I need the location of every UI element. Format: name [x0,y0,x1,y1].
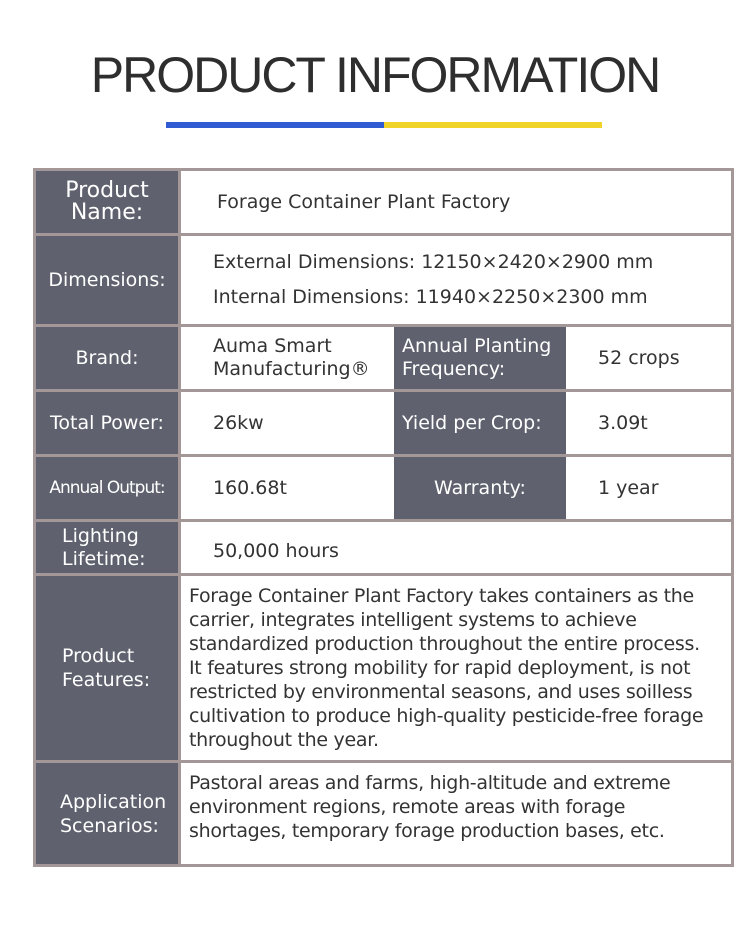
brand-value-line2: Manufacturing® [213,358,370,380]
product-features-line: standardized production throughout the entire process. [189,633,700,655]
yield-per-crop-label [394,392,566,454]
product-name-value-cell [181,171,731,233]
lighting-lifetime-label-line2: Lifetime: [62,547,146,570]
annual-output-label-text: Annual Output: [49,478,165,498]
page-title: PRODUCT INFORMATION [90,47,660,103]
product-features-line: restricted by environmental seasons, and uses soilless [189,681,693,703]
total-power-label-text: Total Power: [50,412,164,434]
product-name-label-line1: Product [65,178,149,203]
total-power-value: 26kw [213,412,264,434]
annual-planting-frequency-label-line1: Annual Planting [402,335,552,357]
dimensions-label [36,236,178,324]
annual-planting-frequency-value-cell [566,327,731,389]
product-features-line: throughout the year. [189,729,379,751]
warranty-value: 1 year [598,477,659,499]
product-features-line: cultivation to produce high-quality pesticide-free forage [189,705,704,727]
warranty-label-text: Warranty: [434,477,526,499]
title-underline-blue [166,122,384,128]
application-scenarios-label [36,763,178,864]
lighting-lifetime-value-cell [181,522,731,573]
product-info-table [33,168,734,867]
yield-per-crop-value-cell [566,392,731,454]
product-features-value-cell [181,576,731,760]
product-name-label [36,171,178,233]
product-features-label [36,576,178,760]
application-scenarios-line: environment regions, remote areas with forage [189,796,626,818]
annual-planting-frequency-label [394,327,566,389]
product-name-value: Forage Container Plant Factory [217,191,511,213]
annual-output-value-cell [181,457,394,519]
internal-dimensions: Internal Dimensions: 11940×2250×2300 mm [213,286,648,308]
total-power-label [36,392,178,454]
annual-output-label [36,457,178,519]
application-scenarios-value-cell [181,763,731,864]
product-features-label-line2: Features: [62,669,151,691]
yield-per-crop-value: 3.09t [598,412,648,434]
title-underline-yellow [384,122,602,128]
total-power-value-cell [181,392,394,454]
dimensions-value-cell [181,236,731,324]
lighting-lifetime-label [36,522,178,573]
brand-value-line1: Auma Smart [213,335,332,357]
application-scenarios-line: Pastoral areas and farms, high-altitude and extreme [189,772,671,794]
annual-planting-frequency-value: 52 crops [598,347,680,369]
yield-per-crop-label-text: Yield per Crop: [402,412,542,434]
annual-output-value: 160.68t [213,477,287,499]
warranty-label [394,457,566,519]
application-scenarios-label-line1: Application [60,790,167,813]
warranty-value-cell [566,457,731,519]
application-scenarios-label-line2: Scenarios: [60,814,159,837]
lighting-lifetime-value: 50,000 hours [213,539,339,562]
brand-label-text: Brand: [75,347,139,369]
external-dimensions: External Dimensions: 12150×2420×2900 mm [213,251,654,273]
application-scenarios-line: shortages, temporary forage production bases, etc. [189,820,665,842]
annual-planting-frequency-label-line2: Frequency: [402,358,506,380]
brand-label [36,327,178,389]
product-features-line: Forage Container Plant Factory takes containers as the [189,585,694,607]
product-features-line: carrier, integrates intelligent systems to achieve [189,609,637,631]
product-features-line: It features strong mobility for rapid deployment, is not [189,657,691,679]
dimensions-label-text: Dimensions: [48,269,166,291]
product-features-label-line1: Product [62,645,135,667]
product-name-label-line2: Name: [70,200,144,225]
lighting-lifetime-label-line1: Lighting [62,524,139,547]
brand-value-cell [181,327,394,389]
